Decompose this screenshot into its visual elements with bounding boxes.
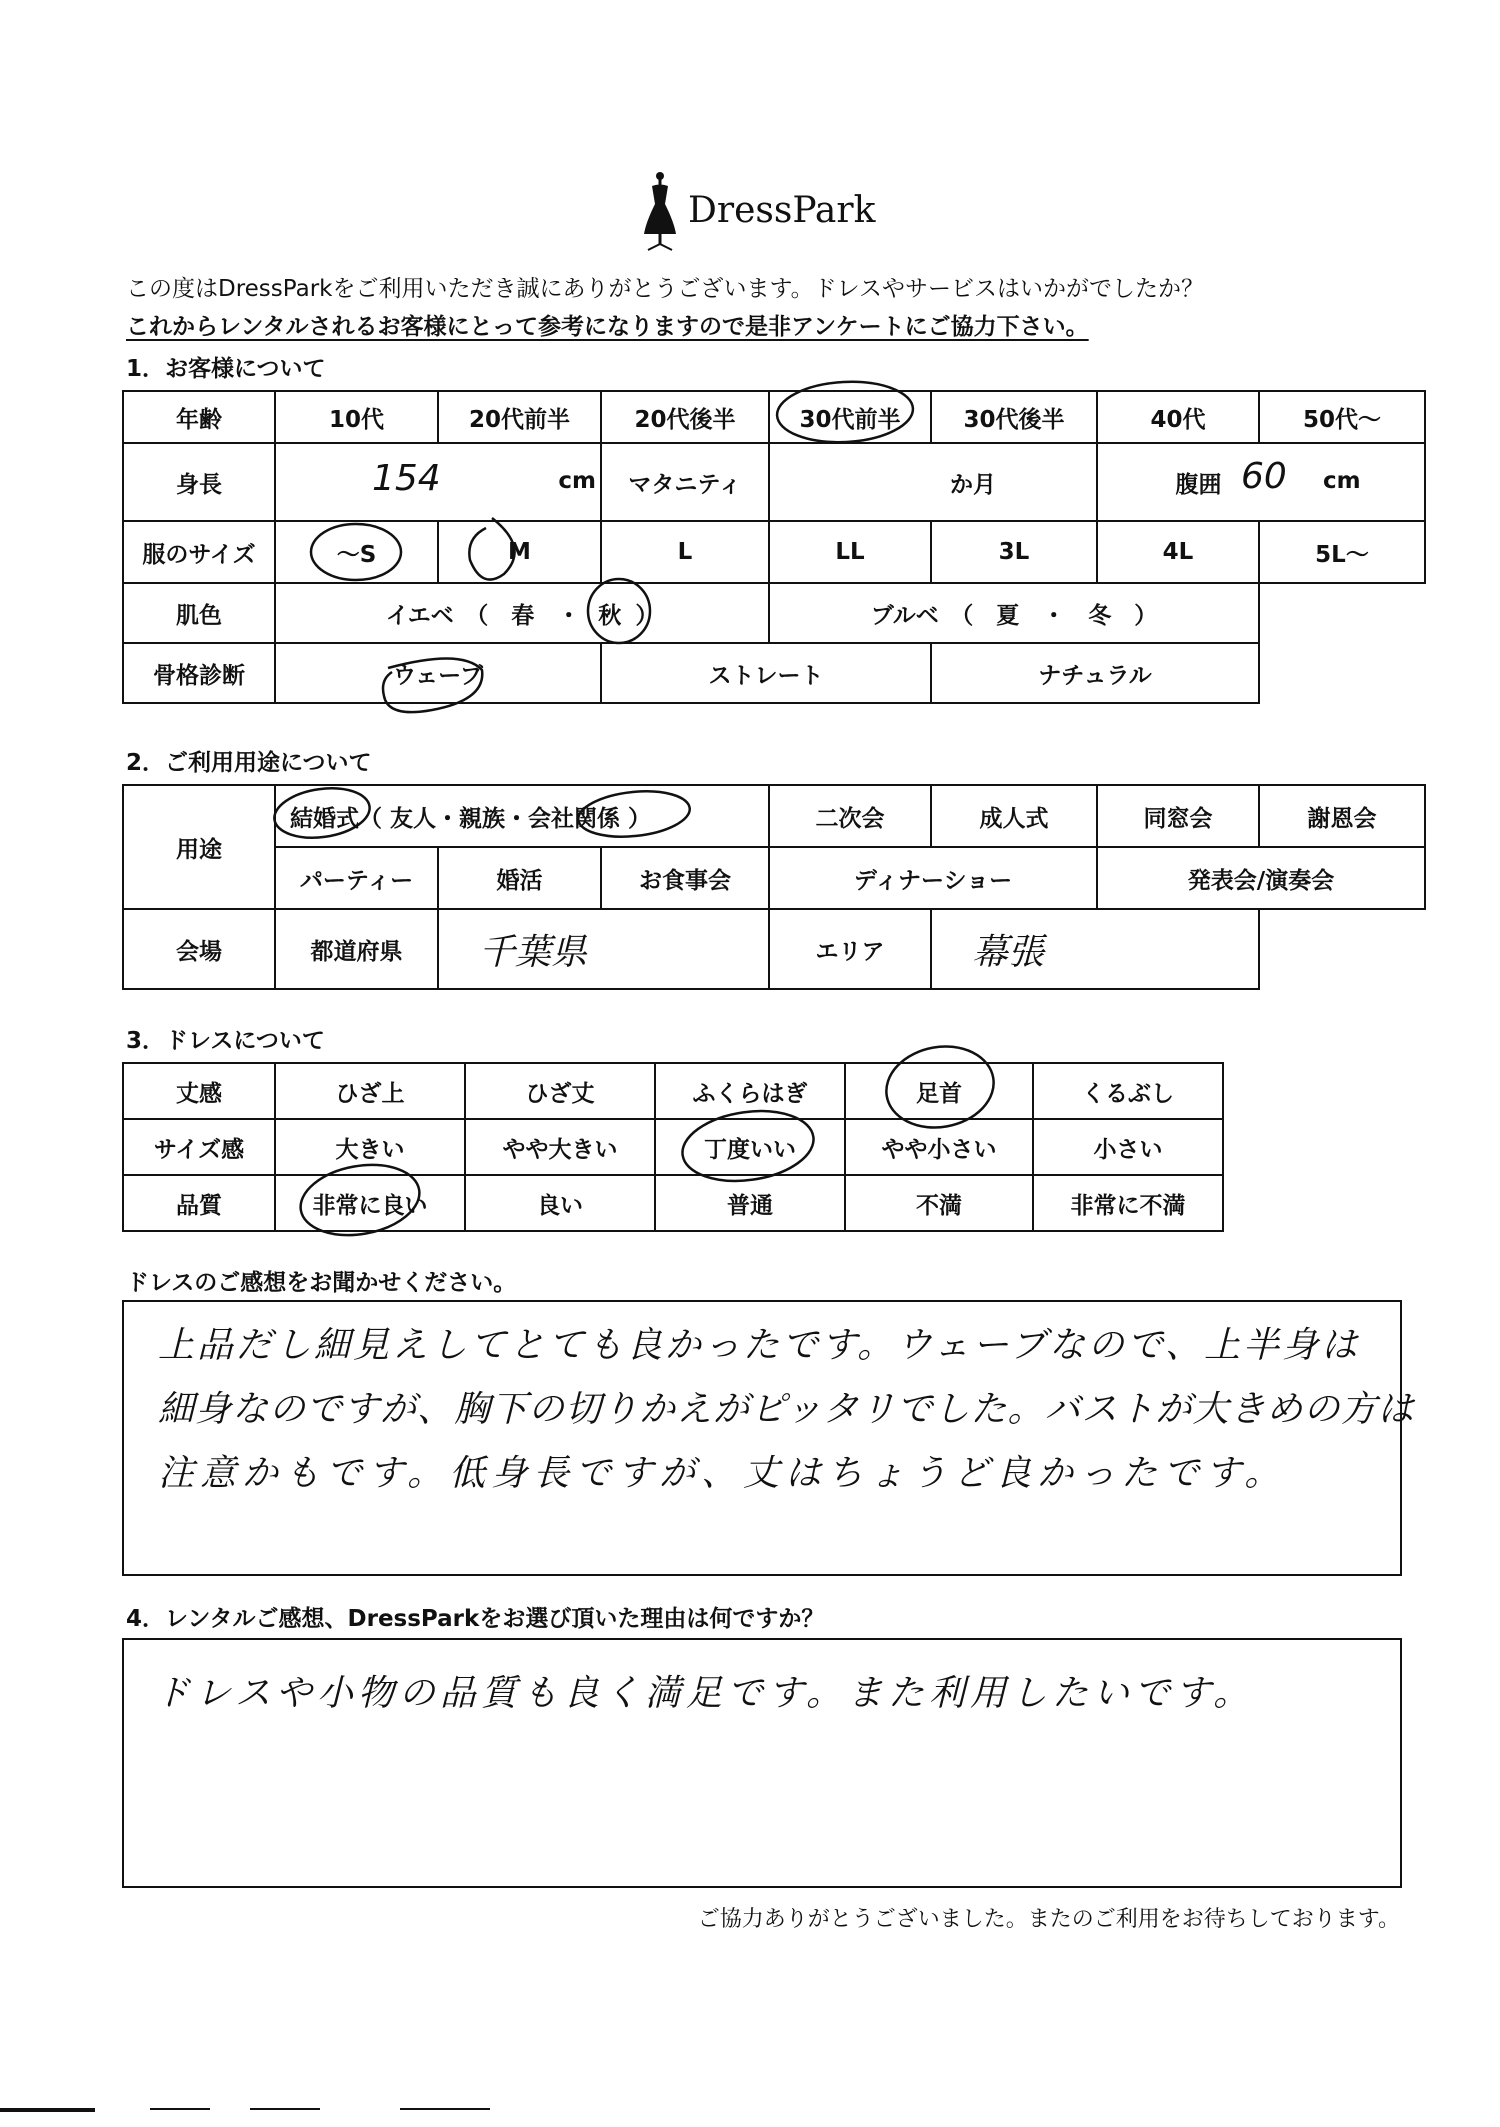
usage-option[interactable]: 二次会: [769, 785, 931, 847]
usage-option[interactable]: お食事会: [601, 847, 769, 909]
impression-line: 注意かもです。低身長ですが、丈はちょうど良かったです。: [158, 1453, 1287, 1494]
section1-title: 1．お客様について: [126, 356, 326, 382]
size-option[interactable]: LL: [769, 521, 931, 583]
height-field[interactable]: [275, 443, 601, 521]
waist-value: 60: [1241, 456, 1287, 497]
length-option[interactable]: ふくらはぎ: [655, 1063, 845, 1119]
waist-field[interactable]: [1241, 443, 1425, 521]
fit-option[interactable]: 小さい: [1033, 1119, 1223, 1175]
body-type-option-selected[interactable]: ウェーブ: [275, 643, 601, 703]
scan-edge-mark: [0, 2108, 95, 2112]
waist-unit: cm: [1323, 468, 1361, 494]
customer-table: [122, 390, 1426, 704]
dress-form-icon: [640, 170, 684, 255]
prefecture-value: 千葉県: [479, 931, 588, 973]
height-unit: cm: [558, 468, 596, 494]
fit-option[interactable]: 大きい: [275, 1119, 465, 1175]
maternity-label: マタニティ: [601, 443, 769, 521]
prefecture-label: 都道府県: [275, 909, 438, 989]
impression-line: 上品だし細見えしてとても良かったです。ウェーブなので、上半身は: [158, 1325, 1361, 1366]
age-label: 年齢: [123, 391, 275, 443]
closing-message: ご協力ありがとうございました。またのご利用をお待ちしております。: [697, 1907, 1400, 1932]
quality-option[interactable]: 普通: [655, 1175, 845, 1231]
size-option-selected[interactable]: M: [438, 521, 601, 583]
yellow-base-text: イエベ （ 春 ・: [385, 602, 581, 629]
length-option[interactable]: ひざ丈: [465, 1063, 655, 1119]
venue-label: 会場: [123, 909, 275, 989]
area-label: エリア: [769, 909, 931, 989]
usage-option[interactable]: 婚活: [438, 847, 601, 909]
impression-line: 細身なのですが、胸下の切りかえがピッタリでした。バストが大きめの方は: [158, 1389, 1415, 1430]
fit-option[interactable]: やや大きい: [465, 1119, 655, 1175]
impression-textarea[interactable]: [122, 1300, 1415, 1576]
prefecture-field[interactable]: [438, 909, 769, 989]
length-label: 丈感: [123, 1063, 275, 1119]
quality-option-selected[interactable]: 非常に良い: [275, 1175, 465, 1231]
body-type-option[interactable]: ストレート: [601, 643, 931, 703]
fit-row: [123, 1119, 1223, 1175]
quality-option[interactable]: 非常に不満: [1033, 1175, 1223, 1231]
section3-title: 3．ドレスについて: [126, 1028, 325, 1054]
area-field[interactable]: [931, 909, 1259, 989]
body-type-option[interactable]: ナチュラル: [931, 643, 1259, 703]
waist-label: 腹囲: [1097, 443, 1259, 521]
age-option[interactable]: 20代後半: [601, 391, 769, 443]
usage-option[interactable]: 発表会/演奏会: [1097, 847, 1425, 909]
usage-option[interactable]: ディナーショー: [769, 847, 1097, 909]
autumn-option-selected[interactable]: 秋: [598, 602, 622, 629]
dresspark-logo: [640, 170, 880, 255]
quality-option[interactable]: 不満: [845, 1175, 1033, 1231]
blue-base-option[interactable]: ブルベ （ 夏 ・ 冬 ）: [769, 583, 1259, 643]
age-option[interactable]: 20代前半: [438, 391, 601, 443]
fit-option-selected[interactable]: 丁度いい: [655, 1119, 845, 1175]
usage-row-2: [123, 847, 1425, 909]
quality-label: 品質: [123, 1175, 275, 1231]
body-type-label: 骨格診断: [123, 643, 275, 703]
age-row: [123, 391, 1425, 443]
maternity-months[interactable]: か月: [769, 443, 1097, 521]
reason-textarea[interactable]: [122, 1638, 1402, 1888]
skin-row: [123, 583, 1425, 643]
usage-option[interactable]: 成人式: [931, 785, 1097, 847]
dress-table: [122, 1062, 1224, 1232]
age-option[interactable]: 30代後半: [931, 391, 1097, 443]
intro-text: この度はDressParkをご利用いただき誠にありがとうございます。ドレスやサービスはいかがでしたか？: [126, 276, 1204, 302]
age-option[interactable]: 40代: [1097, 391, 1259, 443]
usage-option[interactable]: 謝恩会: [1259, 785, 1425, 847]
height-value: 154: [372, 458, 441, 499]
yellow-base-option[interactable]: [275, 583, 769, 643]
fit-label: サイズ感: [123, 1119, 275, 1175]
scan-edge-mark: [400, 2108, 490, 2110]
size-option-selected[interactable]: ～S: [275, 521, 438, 583]
logo-text: DressPark: [688, 190, 876, 231]
body-type-row: [123, 643, 1425, 703]
age-option[interactable]: 10代: [275, 391, 438, 443]
length-row: [123, 1063, 1223, 1119]
yellow-base-close: ）: [635, 602, 659, 629]
section4-title: 4．レンタルご感想、DressParkをお選び頂いた理由は何ですか？: [126, 1606, 825, 1632]
scan-edge-mark: [150, 2108, 210, 2110]
quality-option[interactable]: 良い: [465, 1175, 655, 1231]
quality-row: [123, 1175, 1223, 1231]
wedding-option-selected[interactable]: 結婚式（ 友人・親族・会社関係 ）: [275, 785, 769, 847]
size-row: [123, 521, 1425, 583]
size-option[interactable]: 4L: [1097, 521, 1259, 583]
area-value: 幕張: [972, 931, 1045, 973]
usage-table: [122, 784, 1426, 990]
length-option[interactable]: ひざ上: [275, 1063, 465, 1119]
usage-row-1: [123, 785, 1425, 847]
height-row: [123, 443, 1425, 521]
size-option[interactable]: 3L: [931, 521, 1097, 583]
age-option-selected[interactable]: 30代前半: [769, 391, 931, 443]
size-option[interactable]: L: [601, 521, 769, 583]
scan-edge-mark: [250, 2108, 320, 2110]
usage-option[interactable]: パーティー: [275, 847, 438, 909]
size-option[interactable]: 5L～: [1259, 521, 1425, 583]
age-option[interactable]: 50代～: [1259, 391, 1425, 443]
usage-label: 用途: [123, 785, 275, 909]
height-label: 身長: [123, 443, 275, 521]
length-option[interactable]: くるぶし: [1033, 1063, 1223, 1119]
usage-option[interactable]: 同窓会: [1097, 785, 1259, 847]
section2-title: 2．ご利用用途について: [126, 750, 372, 776]
size-label: 服のサイズ: [123, 521, 275, 583]
intro-request: これからレンタルされるお客様にとって参考になりますので是非アンケートにご協力下さい。: [126, 314, 1089, 340]
length-option-selected[interactable]: 足首: [845, 1063, 1033, 1119]
fit-option[interactable]: やや小さい: [845, 1119, 1033, 1175]
venue-row: [123, 909, 1425, 989]
reason-answer: ドレスや小物の品質も良く満足です。また利用したいです。: [154, 1673, 1255, 1714]
impression-prompt: ドレスのご感想をお聞かせください。: [126, 1270, 517, 1296]
skin-label: 肌色: [123, 583, 275, 643]
